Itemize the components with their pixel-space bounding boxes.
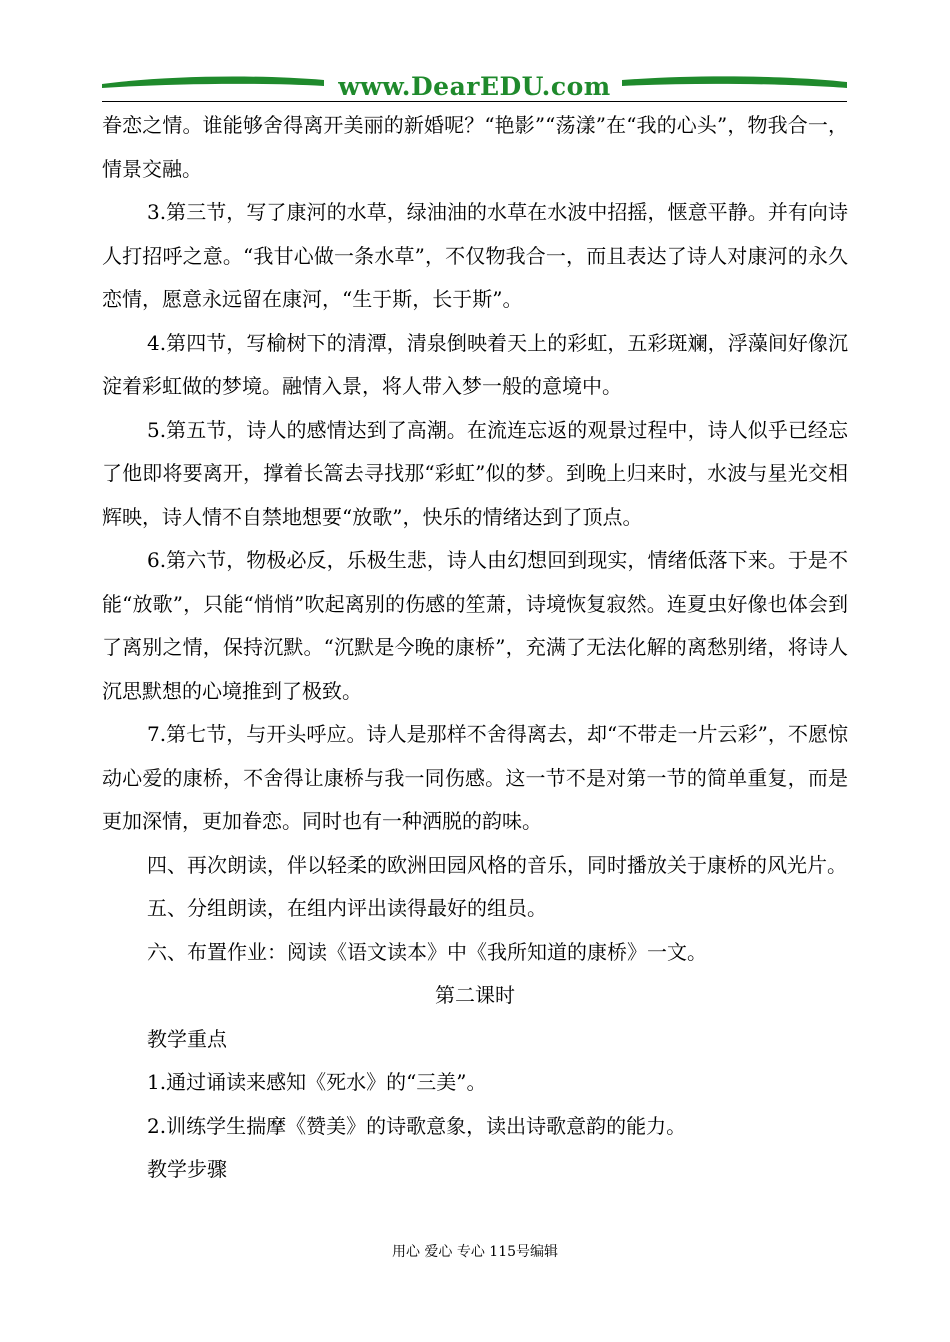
paragraph-section-7: 7.第七节，与开头呼应。诗人是那样不舍得离去，却“不带走一片云彩”，不愿惊动心爱的康桥，不舍得让康桥与我一同伤感。这一节不是对第一节的简单重复，而是更加深情，更加眷恋。同时也有一种洒脱的韵味。 [102, 722, 848, 833]
key-points-heading: 教学重点 [147, 1026, 227, 1051]
paragraph-section-4: 4.第四节，写榆树下的清潭，清泉倒映着天上的彩虹，五彩斑斓，浮藻间好像沉淀着彩虹做的梦境。融情入景，将人带入梦一般的意境中。 [102, 330, 848, 398]
paragraph-section-5: 5.第五节，诗人的感情达到了高潮。在流连忘返的观景过程中，诗人似乎已经忘了他即将要离开，撑着长篙去寻找那“彩虹”似的梦。到晚上归来时，水波与星光交相辉映，诗人情不自禁地想要“放歌”，快乐的情绪达到了顶点。 [102, 417, 848, 529]
key-point-item: 1.通过诵读来感知《死水》的“三美”。 [147, 1070, 487, 1094]
site-header [102, 70, 847, 104]
header-divider [102, 101, 847, 102]
section-title: 第二课时 [435, 983, 515, 1007]
document-body [102, 104, 848, 1192]
page-footer: 用心 爱心 专心 115号编辑 [391, 1244, 559, 1260]
paragraph-step-6: 六、布置作业：阅读《语文读本》中《我所知道的康桥》一文。 [147, 939, 707, 964]
paragraph-step-5: 五、分组朗读，在组内评出读得最好的组员。 [147, 896, 547, 920]
steps-heading: 教学步骤 [147, 1157, 227, 1181]
site-logo-text: www.DearEDU.com [338, 72, 611, 101]
paragraph-section-6: 6.第六节，物极必反，乐极生悲，诗人由幻想回到现实，情绪低落下来。于是不能“放歌”，只能“悄悄”吹起离别的伤感的笙萧，诗境恢复寂然。连夏虫好像也体会到了离别之情，保持沉默。“沉默是今晚的康桥”，充满了无法化解的离愁别绪，将诗人沉思默想的心境推到了极致。 [102, 548, 848, 703]
key-point-item: 2.训练学生揣摩《赞美》的诗歌意象，读出诗歌意韵的能力。 [147, 1113, 687, 1138]
paragraph-section-3: 3.第三节，写了康河的水草，绿油油的水草在水波中招摇，惬意平静。并有向诗人打招呼之意。“我甘心做一条水草”，不仅物我合一，而且表达了诗人对康河的永久恋情，愿意永远留在康河，“生于斯，长于斯”。 [102, 200, 848, 311]
paragraph-continued: 眷恋之情。谁能够舍得离开美丽的新婚呢？“艳影”“荡漾”在“我的心头”，物我合一，情景交融。 [102, 113, 848, 181]
paragraph-step-4: 四、再次朗读，伴以轻柔的欧洲田园风格的音乐，同时播放关于康桥的风光片。 [147, 852, 847, 877]
